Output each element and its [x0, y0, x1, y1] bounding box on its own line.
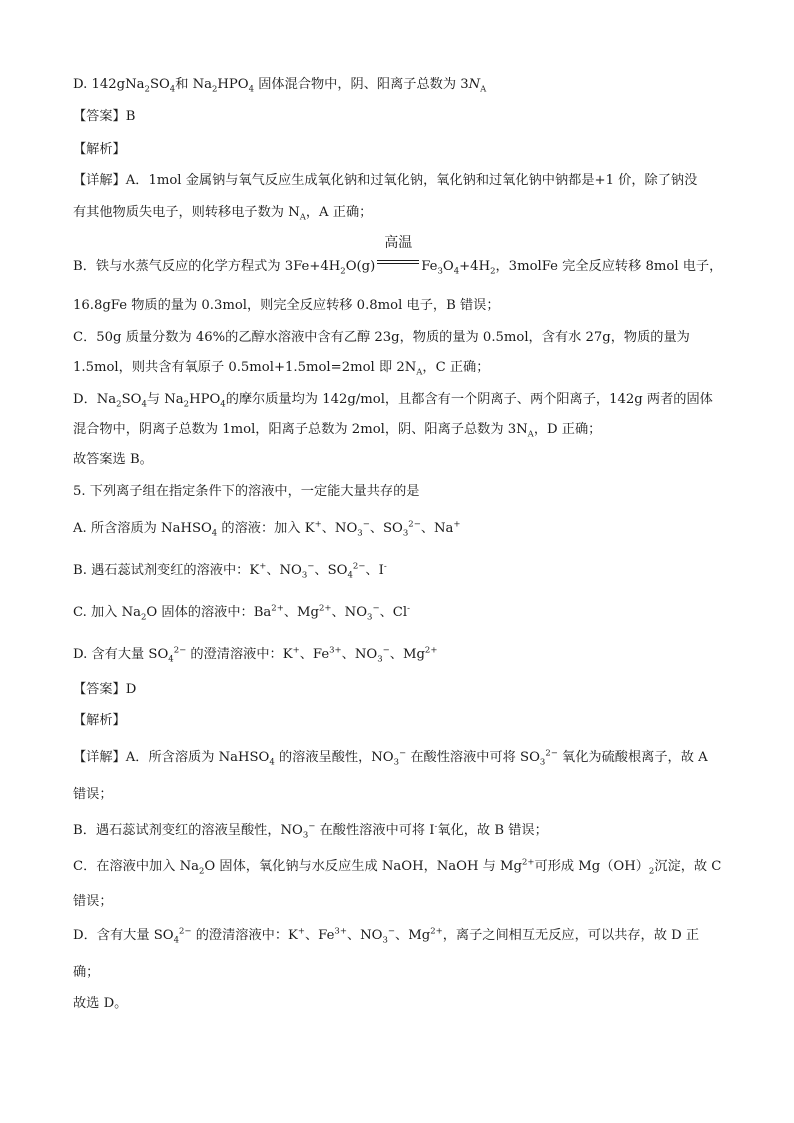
q5-detail-b: B．遇石蕊试剂变红的溶液呈酸性，$NO_3^-$ 在酸性溶液中可将 I-氧化，故 B 错误；: [73, 821, 548, 841]
q4-detail-b-line2: 16.8gFe 物质的量为 0.3mol，则完全反应转移 0.8mol 电子，B 错误；: [73, 298, 500, 313]
q5-option-b: B. 遇石蕊试剂变红的溶液中：K+、$NO_3^-$、$SO_4^{2-}$、I-: [73, 561, 387, 581]
q4-detail-d-line1: D．$Na_2SO_4$与 $Na_2HPO_4$的摩尔质量均为 142g/mol，且都含有一个阴离子、两个阳离子，142g 两者的固体: [73, 392, 713, 410]
q5-conclusion: 故选 D。: [73, 996, 128, 1011]
q4-option-d: D. $142gNa_2SO_4$和 $Na_2HPO_4$ 固体混合物中，阴、阳离子总数为 $3N_A$: [73, 77, 487, 95]
q5-detail-a-line2: 错误；: [73, 787, 113, 802]
q4-detail-c-line1: C．50g 质量分数为 46%的乙醇水溶液中含有乙醇 23g，物质的量为 0.5mol，含有水 27g，物质的量为: [73, 330, 690, 345]
q5-option-c: C. 加入 $Na_2O$ 固体的溶液中：$Ba^{2+}$、$Mg^{2+}$、$NO_3^-$、Cl-: [73, 603, 410, 623]
q5-answer: 【答案】D: [73, 682, 137, 697]
q4-conclusion: 故答案选 B。: [73, 452, 153, 467]
q5-detail-c-line1: C．在溶液中加入 $Na_2O$ 固体，氧化钠与水反应生成 NaOH，NaOH 与 $Mg^{2+}$可形成 $Mg(OH)_2$沉淀，故 C: [73, 857, 722, 877]
q5-option-a: A. 所含溶质为 NaHSO$_4$ 的溶液：加入 K+、$NO_3^-$、$SO_3^{2-}$、Na+: [73, 519, 461, 539]
q4-detail-c-line2: 1.5mol，则共含有氧原子 0.5mol+1.5mol=2mol 即 $2N_A$，C 正确；: [73, 360, 490, 378]
q4-analysis-label: 【解析】: [73, 142, 126, 157]
q5-analysis-label: 【解析】: [73, 713, 126, 728]
q4-detail-a-line1: 【详解】A．1mol 金属钠与氧气反应生成氧化钠和过氧化钠，氧化钠和过氧化钠中钠都是+1 价，除了钠没: [73, 173, 698, 188]
q5-detail-d-line1: D．含有大量 $SO_4^{2-}$ 的澄清溶液中：K+、$Fe^{3+}$、$NO_3^-$、$Mg^{2+}$，离子之间相互无反应，可以共存，故 D 正: [73, 926, 700, 946]
q4-answer: 【答案】B: [73, 109, 136, 124]
q5-detail-c-line2: 错误；: [73, 894, 113, 909]
q5-detail-a-line1: 【详解】A．所含溶质为 NaHSO$_4$ 的溶液呈酸性，$NO_3^-$ 在酸性溶液中可将 $SO_3^{2-}$ 氧化为硫酸根离子，故 A: [73, 748, 708, 768]
q4-detail-d-line2: 混合物中，阴离子总数为 1mol，阳离子总数为 2mol，阴、阳离子总数为 $3N_A$，D 正确；: [73, 422, 602, 440]
q5-detail-d-line2: 确；: [73, 965, 100, 980]
reaction-condition-arrow: 高温: [375, 252, 421, 270]
q5-stem: 5. 下列离子组在指定条件下的溶液中，一定能大量共存的是: [73, 484, 420, 499]
q5-option-d: D. 含有大量 $SO_4^{2-}$ 的澄清溶液中：K+、$Fe^{3+}$、$NO_3^-$、$Mg^{2+}$: [73, 645, 438, 665]
q4-detail-a-line2: 有其他物质失电子，则转移电子数为 $N_A$，A 正确；: [73, 205, 373, 223]
q4-detail-b-line1: B．铁与水蒸气反应的化学方程式为 $3Fe+4H_2O(g)$ 高温 $Fe_3O_4+4H_2$，3molFe 完全反应转移 8mol 电子，: [73, 235, 723, 277]
